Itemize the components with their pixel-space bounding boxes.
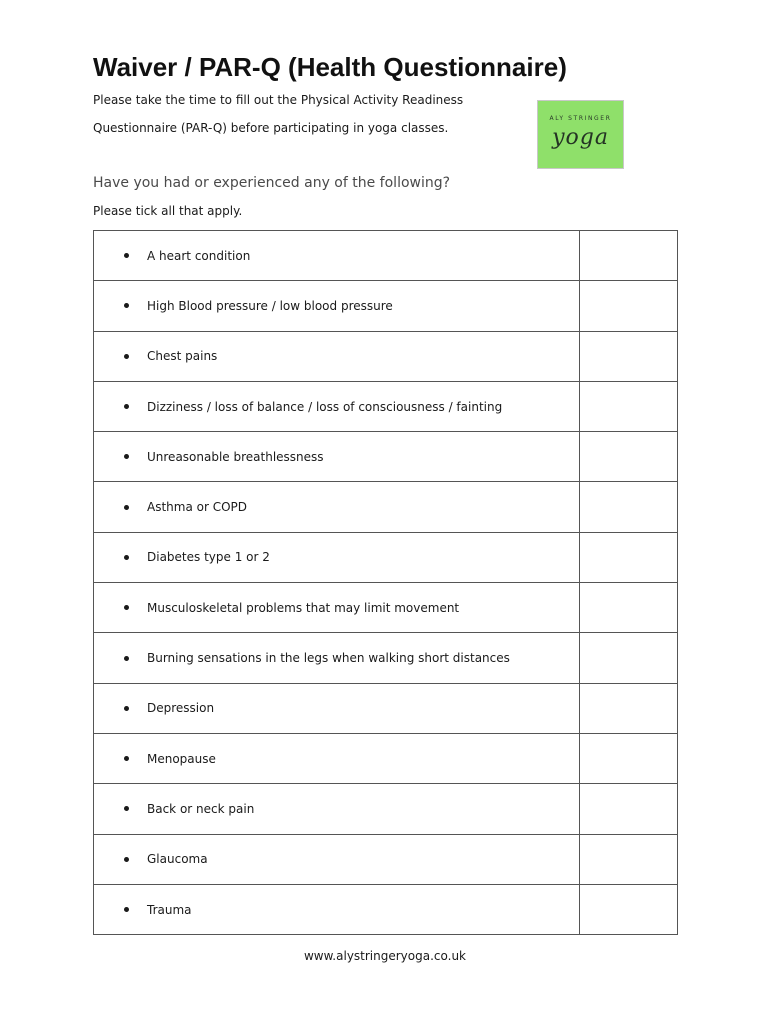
condition-text: Dizziness / loss of balance / loss of consciousness / fainting bbox=[147, 399, 503, 414]
condition-label-cell bbox=[94, 834, 580, 884]
bullet-icon bbox=[124, 756, 129, 761]
tick-box-cell[interactable] bbox=[580, 834, 678, 884]
tick-box-cell[interactable] bbox=[580, 381, 678, 431]
condition-label-cell bbox=[94, 633, 580, 683]
bullet-icon bbox=[124, 605, 129, 610]
condition-item bbox=[94, 784, 579, 833]
condition-label-cell bbox=[94, 583, 580, 633]
condition-text: Trauma bbox=[147, 902, 192, 917]
condition-row bbox=[94, 733, 678, 783]
bullet-icon bbox=[124, 706, 129, 711]
tick-box-cell[interactable] bbox=[580, 482, 678, 532]
condition-label-cell bbox=[94, 281, 580, 331]
bullet-icon bbox=[124, 354, 129, 359]
condition-item bbox=[94, 231, 579, 280]
condition-item bbox=[94, 734, 579, 783]
tick-box-cell[interactable] bbox=[580, 583, 678, 633]
condition-row bbox=[94, 281, 678, 331]
condition-text: Unreasonable breathlessness bbox=[147, 449, 324, 464]
condition-label-cell bbox=[94, 884, 580, 934]
condition-text: A heart condition bbox=[147, 248, 251, 263]
tick-box-cell[interactable] bbox=[580, 231, 678, 281]
condition-text: Burning sensations in the legs when walking short distances bbox=[147, 651, 510, 666]
aly-stringer-yoga-logo bbox=[537, 100, 624, 169]
condition-row bbox=[94, 784, 678, 834]
condition-label-cell bbox=[94, 331, 580, 381]
condition-text: Asthma or COPD bbox=[147, 500, 248, 515]
condition-row bbox=[94, 432, 678, 482]
condition-row bbox=[94, 231, 678, 281]
bullet-icon bbox=[124, 253, 129, 258]
condition-item bbox=[94, 432, 579, 481]
condition-row bbox=[94, 834, 678, 884]
condition-item bbox=[94, 281, 579, 330]
conditions-checklist-table bbox=[93, 230, 678, 935]
tick-instruction: Please tick all that apply. bbox=[93, 204, 243, 218]
condition-label-cell bbox=[94, 784, 580, 834]
condition-text: Depression bbox=[147, 701, 215, 716]
condition-text: High Blood pressure / low blood pressure bbox=[147, 298, 393, 313]
condition-row bbox=[94, 532, 678, 582]
condition-text: Diabetes type 1 or 2 bbox=[147, 550, 270, 565]
condition-label-cell bbox=[94, 432, 580, 482]
condition-item bbox=[94, 583, 579, 632]
tick-box-cell[interactable] bbox=[580, 884, 678, 934]
condition-row bbox=[94, 381, 678, 431]
tick-box-cell[interactable] bbox=[580, 733, 678, 783]
tick-box-cell[interactable] bbox=[580, 432, 678, 482]
tick-box-cell[interactable] bbox=[580, 281, 678, 331]
condition-row bbox=[94, 683, 678, 733]
bullet-icon bbox=[124, 656, 129, 661]
condition-item bbox=[94, 885, 579, 934]
logo-yoga-script: yoga bbox=[552, 125, 609, 150]
bullet-icon bbox=[124, 454, 129, 459]
tick-box-cell[interactable] bbox=[580, 784, 678, 834]
tick-box-cell[interactable] bbox=[580, 331, 678, 381]
condition-label-cell bbox=[94, 532, 580, 582]
question-heading: Have you had or experienced any of the following? bbox=[93, 175, 451, 191]
condition-text: Back or neck pain bbox=[147, 801, 255, 816]
condition-item bbox=[94, 633, 579, 682]
condition-item bbox=[94, 533, 579, 582]
condition-text: Chest pains bbox=[147, 349, 218, 364]
bullet-icon bbox=[124, 303, 129, 308]
condition-text: Musculoskeletal problems that may limit movement bbox=[147, 600, 460, 615]
tick-box-cell[interactable] bbox=[580, 633, 678, 683]
condition-row bbox=[94, 633, 678, 683]
condition-label-cell bbox=[94, 231, 580, 281]
condition-item bbox=[94, 835, 579, 884]
bullet-icon bbox=[124, 404, 129, 409]
bullet-icon bbox=[124, 907, 129, 912]
condition-row bbox=[94, 331, 678, 381]
condition-item bbox=[94, 482, 579, 531]
bullet-icon bbox=[124, 505, 129, 510]
tick-box-cell[interactable] bbox=[580, 683, 678, 733]
condition-row bbox=[94, 583, 678, 633]
condition-text: Glaucoma bbox=[147, 852, 208, 867]
condition-label-cell bbox=[94, 482, 580, 532]
condition-label-cell bbox=[94, 381, 580, 431]
conditions-table-body bbox=[94, 231, 678, 935]
logo-brand-name: ALY STRINGER bbox=[549, 115, 612, 122]
tick-box-cell[interactable] bbox=[580, 532, 678, 582]
condition-row bbox=[94, 482, 678, 532]
condition-label-cell bbox=[94, 733, 580, 783]
condition-item bbox=[94, 332, 579, 381]
condition-text: Menopause bbox=[147, 751, 216, 766]
condition-row bbox=[94, 884, 678, 934]
bullet-icon bbox=[124, 555, 129, 560]
condition-item bbox=[94, 382, 579, 431]
condition-label-cell bbox=[94, 683, 580, 733]
bullet-icon bbox=[124, 806, 129, 811]
intro-text-line-1: Please take the time to fill out the Physical Activity Readiness bbox=[93, 93, 464, 107]
footer-website-url: www.alystringeryoga.co.uk bbox=[303, 949, 467, 963]
page-title: Waiver / PAR-Q (Health Questionnaire) bbox=[93, 52, 567, 82]
intro-text-line-2: Questionnaire (PAR-Q) before participating in yoga classes. bbox=[93, 121, 449, 135]
condition-item bbox=[94, 684, 579, 733]
bullet-icon bbox=[124, 857, 129, 862]
